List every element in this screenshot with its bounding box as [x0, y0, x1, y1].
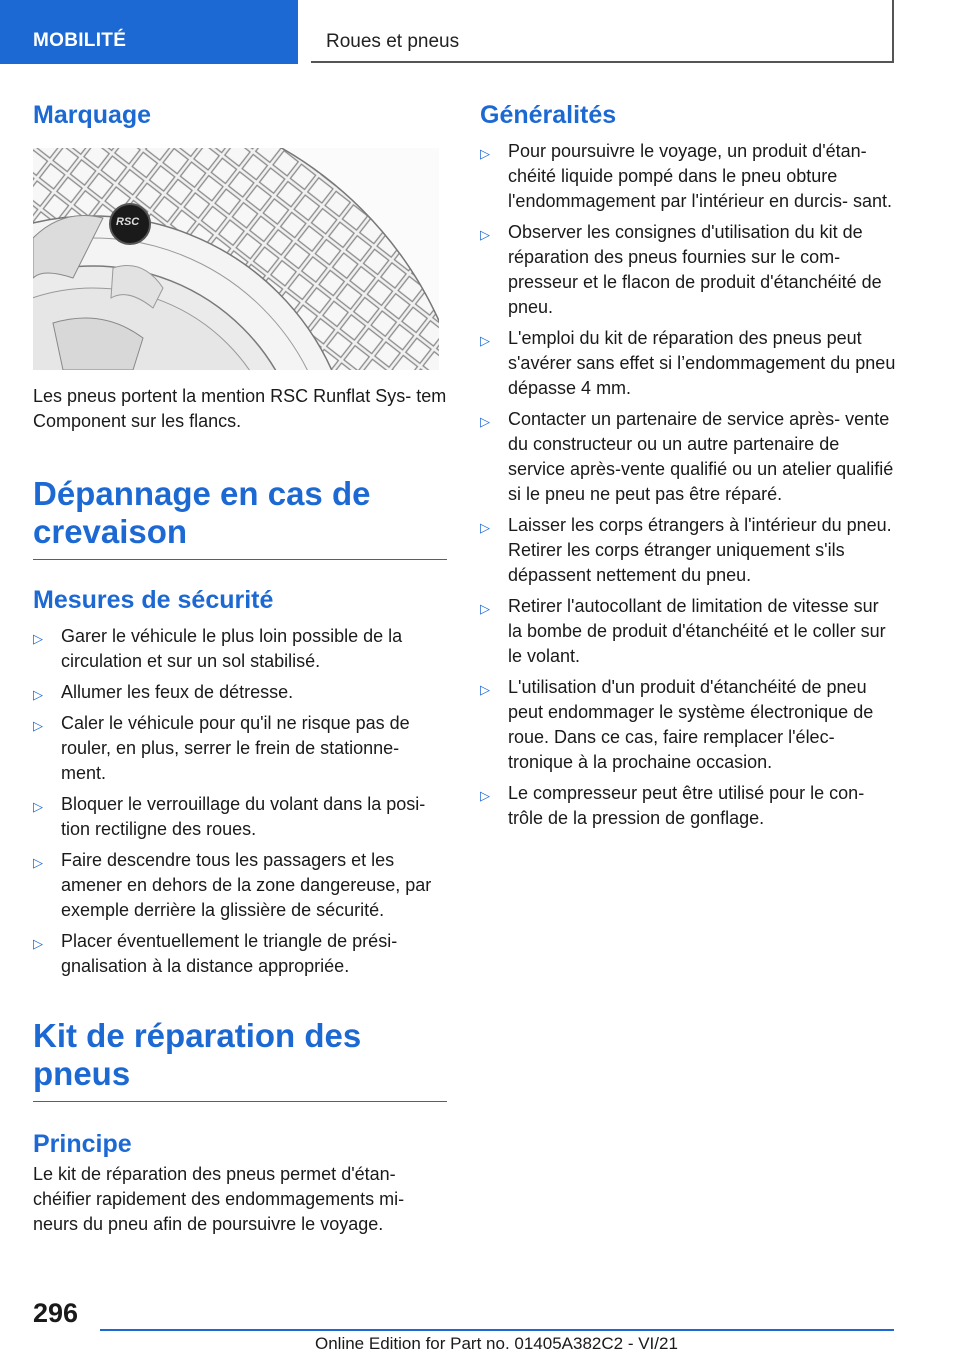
securite-heading: Mesures de sécurité — [33, 586, 274, 614]
depannage-heading: Dépannage en cas de crevaison — [33, 475, 447, 560]
list-item: ▷ Allumer les feux de détresse. — [33, 680, 447, 705]
list-item: ▷ Observer les consignes d'utilisation du kit de réparation des pneus fournies sur le com‐ presseur et le flacon de produit d'étanchéité de pneu. — [480, 222, 882, 317]
rsc-logo — [109, 203, 151, 245]
triangle-bullet-icon: ▷ — [33, 687, 43, 702]
footer-edition-text: Online Edition for Part no. 01405A382C2 - VI/21 — [315, 1334, 678, 1353]
list-item: ▷ Garer le véhicule le plus loin possible de la circulation et sur un sol stabilisé. — [33, 626, 403, 671]
marquage-text: Les pneus portent la mention RSC Runflat Sys‐ tem Component sur les flancs. — [33, 386, 447, 431]
header-chapter-label: Roues et pneus — [326, 31, 460, 52]
kit-heading: Kit de réparation des pneus — [33, 1017, 447, 1102]
triangle-bullet-icon: ▷ — [480, 601, 490, 616]
list-item: ▷ Laisser les corps étrangers à l'intérieur du pneu. Retirer les corps étranger uniquement s'ils dépassent nettement du pneu. — [480, 515, 892, 585]
tire-sidewall-illustration — [33, 148, 439, 370]
list-item: ▷ Placer éventuellement le triangle de prési‐ gnalisation à la distance appropriée. — [33, 931, 398, 976]
principe-text: Le kit de réparation des pneus permet d'étan‐ chéifier rapidement des endommagements mi‐ neurs du pneu afin de poursuivre le voyage. — [33, 1164, 405, 1234]
marquage-heading: Marquage — [33, 101, 152, 129]
triangle-bullet-icon: ▷ — [33, 799, 43, 814]
left-column — [33, 100, 447, 1237]
triangle-bullet-icon: ▷ — [33, 855, 43, 870]
list-item: ▷ Faire descendre tous les passagers et les amener en dehors de la zone dangereuse, par exemple derrière la glissière de sécurité. — [33, 850, 432, 920]
list-item: ▷ Bloquer le verrouillage du volant dans la posi‐ tion rectiligne des roues. — [33, 794, 426, 839]
list-item: ▷ Caler le véhicule pour qu'il ne risque pas de rouler, en plus, serrer le frein de stationne‐ ment. — [33, 713, 410, 783]
header-section-label: MOBILITÉ — [33, 30, 127, 51]
triangle-bullet-icon: ▷ — [33, 631, 43, 646]
triangle-bullet-icon: ▷ — [480, 520, 490, 535]
triangle-bullet-icon: ▷ — [33, 718, 43, 733]
list-item: ▷ Retirer l'autocollant de limitation de vitesse sur la bombe de produit d'étanchéité et le coller sur le volant. — [480, 596, 886, 666]
triangle-bullet-icon: ▷ — [480, 682, 490, 697]
footer-divider — [100, 1329, 894, 1331]
list-item: ▷ Pour poursuivre le voyage, un produit d'étan‐ chéité liquide pompé dans le pneu obture l'endommagement par l'intérieur en durcis‐ sant. — [480, 141, 893, 211]
generalites-heading: Généralités — [480, 101, 617, 129]
right-column — [480, 100, 896, 837]
list-item: ▷ Le compresseur peut être utilisé pour le con‐ trôle de la pression de gonflage. — [480, 783, 865, 828]
triangle-bullet-icon: ▷ — [33, 936, 43, 951]
triangle-bullet-icon: ▷ — [480, 333, 490, 348]
list-item: ▷ L'utilisation d'un produit d'étanchéité de pneu peut endommager le système électronique de roue. Dans ce cas, faire remplacer l'élec‐ tronique à la prochaine occasion. — [480, 677, 874, 772]
page-number: 296 — [33, 1298, 79, 1328]
generalites-list — [480, 139, 896, 831]
header-section-tab — [0, 0, 298, 64]
header-chapter-box — [311, 0, 894, 63]
securite-list — [33, 624, 447, 979]
triangle-bullet-icon: ▷ — [480, 146, 490, 161]
list-item: ▷ L'emploi du kit de réparation des pneus peut s'avérer sans effet si l’endommagement du pneu dépasse 4 mm. — [480, 328, 896, 398]
triangle-bullet-icon: ▷ — [480, 414, 490, 429]
rsc-logo-text: RSC — [116, 216, 140, 228]
triangle-bullet-icon: ▷ — [480, 788, 490, 803]
principe-heading: Principe — [33, 1130, 132, 1158]
list-item: ▷ Contacter un partenaire de service après- vente du constructeur ou un autre partenaire de service après-vente qualifié ou un atelier qualifié si le pneu ne peut pas être réparé. — [480, 409, 894, 504]
triangle-bullet-icon: ▷ — [480, 227, 490, 242]
